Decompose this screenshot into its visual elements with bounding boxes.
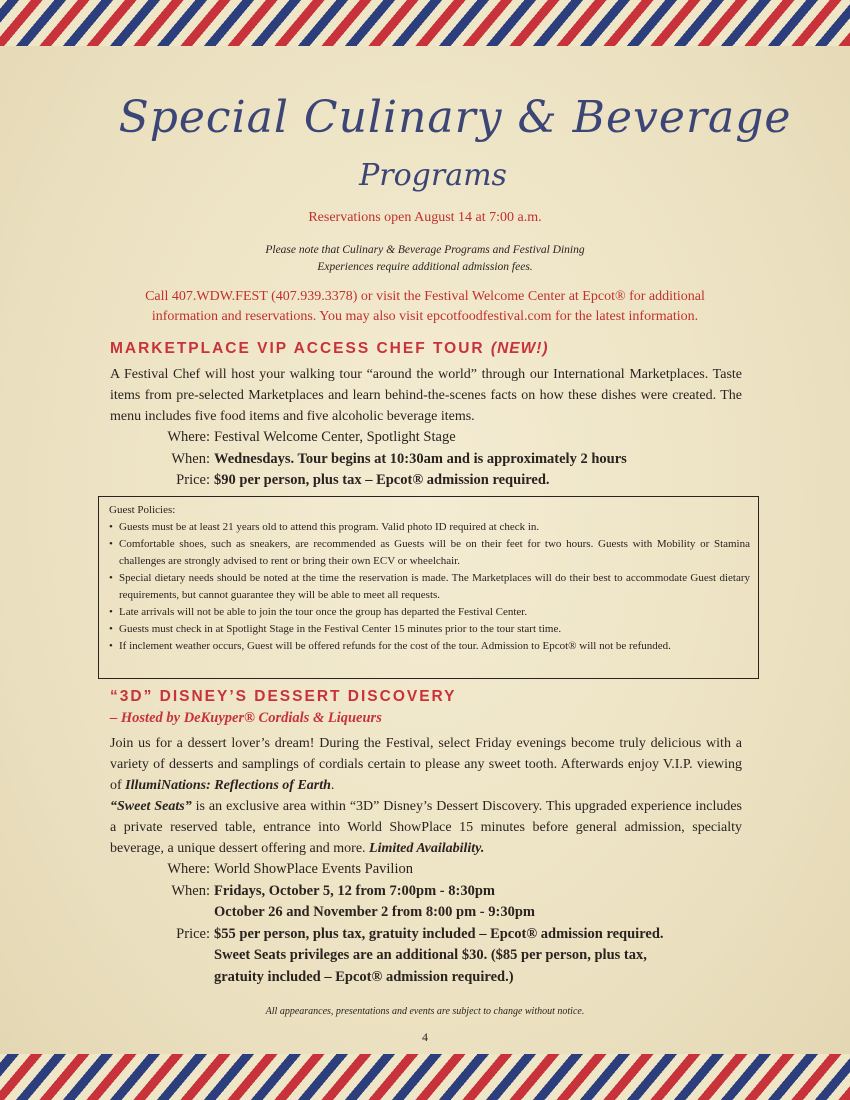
tour-heading-text: MARKETPLACE VIP ACCESS CHEF TOUR	[110, 340, 485, 357]
tour-description: A Festival Chef will host your walking tour “around the world” through our International Marketplaces. Taste items from pre-selected Marketplaces and learn behind-the-scenes facts on how these dishes were created. The menu includes five food items and five alcoholic beverage items.	[110, 367, 742, 424]
airmail-border-top	[0, 0, 850, 46]
airmail-border-bottom	[0, 1054, 850, 1100]
dessert-heading: “3D” DISNEY’S DESSERT DISCOVERY	[110, 688, 457, 705]
new-badge: (NEW!)	[490, 340, 549, 357]
dessert-price-value-3: gratuity included – Epcot® admission required.)	[214, 968, 514, 985]
dessert-where-label: Where:	[167, 861, 210, 877]
policy-item: • If inclement weather occurs, Guest will be offered refunds for the cost of the tour. Admission to Epcot® will not be refunded.	[109, 638, 750, 655]
contact-info-line-2: information and reservations. You may also visit epcotfoodfestival.com for the latest information.	[151, 309, 699, 324]
tour-when-label: When:	[171, 450, 210, 467]
dessert-when-value-2: October 26 and November 2 from 8:00 pm - 9:30pm	[214, 904, 535, 920]
reservations-notice: Reservations open August 14 at 7:00 a.m.	[308, 210, 542, 225]
dessert-price-label: Price:	[176, 925, 210, 942]
policy-item: • Late arrivals will not be able to join the tour once the group has departed the Festival Center.	[109, 604, 750, 621]
tour-where-label: Where:	[167, 429, 210, 445]
tour-price-value: $90 per person, plus tax – Epcot® admission required.	[214, 472, 550, 488]
contact-info-line-1: Call 407.WDW.FEST (407.939.3378) or visit the Festival Welcome Center at Epcot® for additional	[145, 289, 705, 304]
policy-item: • Special dietary needs should be noted at the time the reservation is made. The Marketplaces will do their best to accommodate Guest dietary requirements, but cannot guarantee they will be able to meet all requests.	[109, 570, 750, 604]
tour-where-value: Festival Welcome Center, Spotlight Stage	[214, 429, 456, 445]
dessert-where-value: World ShowPlace Events Pavilion	[214, 861, 413, 877]
tour-details	[158, 427, 758, 492]
dessert-price-value-2: Sweet Seats privileges are an additional $30. ($85 per person, plus tax,	[214, 947, 647, 963]
sweet-seats-text: is an exclusive area within “3D” Disney’s Dessert Discovery. This upgraded experience includes a private reserved table, entrance into World ShowPlace 15 minutes before general admission, specialty beverage, a unique dessert offering and more.	[110, 799, 742, 856]
page-number: 4	[422, 1030, 428, 1044]
contact-info	[100, 287, 750, 327]
tour-when-value: Wednesdays. Tour begins at 10:30am and is approximately 2 hours	[214, 450, 627, 467]
admission-note	[200, 242, 650, 276]
dessert-description	[110, 733, 742, 796]
policy-item: • Guests must check in at Spotlight Stage in the Festival Center 15 minutes prior to the tour start time.	[109, 621, 750, 638]
guest-policies-list	[109, 519, 750, 655]
guest-policies-heading: Guest Policies:	[109, 504, 176, 516]
show-title: IllumiNations: Reflections of Earth	[125, 778, 331, 793]
admission-note-line-2: Experiences require additional admission fees.	[317, 261, 533, 273]
guest-policies-box	[98, 496, 759, 679]
tour-price-label: Price:	[176, 472, 210, 488]
policy-item: • Comfortable shoes, such as sneakers, are recommended as Guests will be on their feet for two hours. Guests with Mobility or Stamina challenges are strongly advised to rent or bring their own ECV or wheelchair.	[109, 536, 750, 570]
dessert-details	[158, 859, 758, 988]
policy-item: • Guests must be at least 21 years old to attend this program. Valid photo ID required at check in.	[109, 519, 750, 536]
sweet-seats-description	[110, 796, 742, 859]
page-subtitle: Programs	[359, 158, 507, 193]
limited-availability: Limited Availability.	[369, 841, 485, 856]
page-title: Special Culinary & Beverage	[118, 92, 792, 143]
dessert-description-end: .	[330, 778, 335, 793]
sweet-seats-label: “Sweet Seats”	[110, 799, 192, 814]
admission-note-line-1: Please note that Culinary & Beverage Programs and Festival Dining	[265, 244, 585, 256]
dessert-description-text: Join us for a dessert lover’s dream! During the Festival, select Friday evenings become truly delicious with a variety of desserts and samplings of cordials certain to please any sweet tooth. Afterwards enjoy V.I.P. viewing of	[110, 736, 742, 793]
dessert-price-value-1: $55 per person, plus tax, gratuity included – Epcot® admission required.	[214, 925, 664, 942]
dessert-when-value-1: Fridays, October 5, 12 from 7:00pm - 8:30pm	[214, 882, 495, 899]
dessert-when-label: When:	[171, 882, 210, 899]
tour-heading	[110, 340, 549, 358]
footer-disclaimer: All appearances, presentations and events are subject to change without notice.	[265, 1006, 585, 1017]
dessert-subheading: – Hosted by DeKuyper® Cordials & Liqueurs	[110, 710, 382, 726]
